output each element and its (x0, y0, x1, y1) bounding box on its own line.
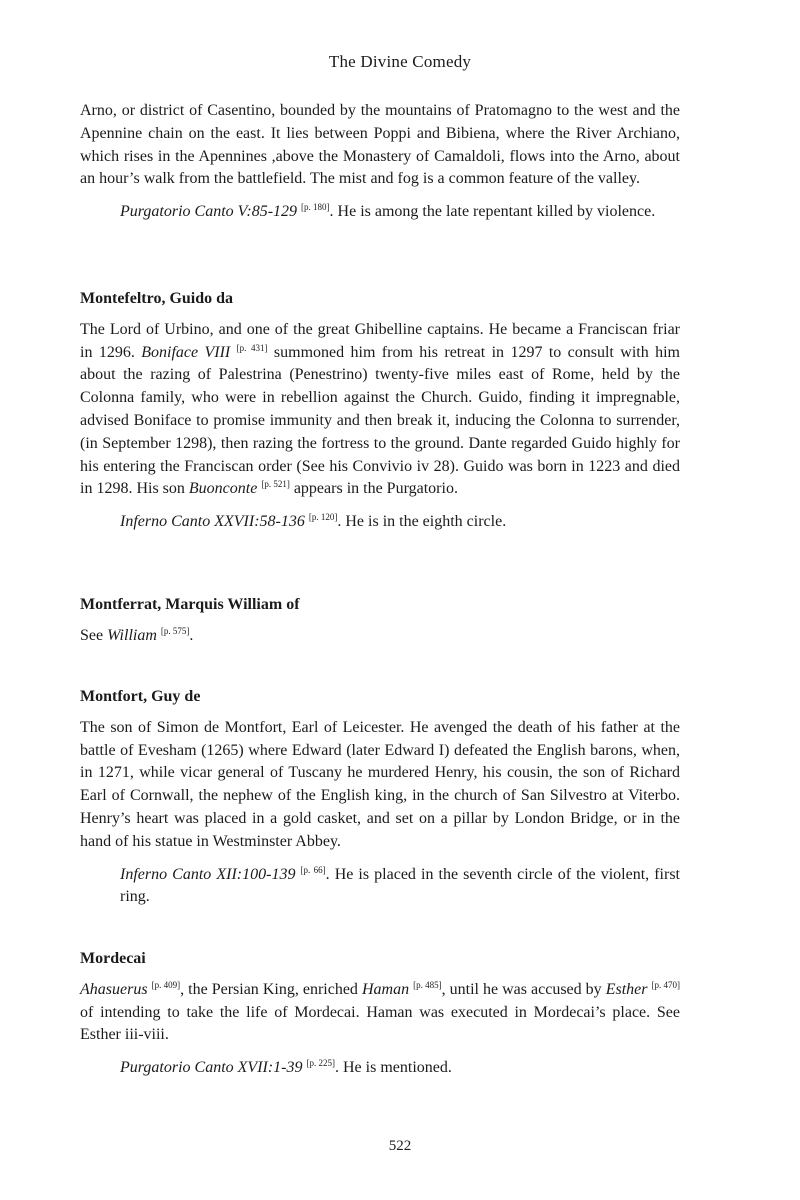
page-ref[interactable]: [p. 431] (236, 342, 268, 353)
canto-reference (80, 511, 680, 534)
text-run: The Lord of Urbino, and one of the great Ghibelline captains. He became a Franciscan friar in 1296. (80, 320, 680, 361)
text-run: appears in the Purgatorio. (289, 480, 458, 498)
entry-paragraph: The son of Simon de Montfort, Earl of Leicester. He avenged the death of his father at the battle of Evesham (1265) where Edward (later Edward I) defeated the English barons, when, in 1271, while vicar general of Tuscany he murdered Henry, his cousin, the son of Richard Earl of Cornwall, the nephew of the English king, in the church of San Silvestro at Viterbo. Henry’s heart was placed in a gold casket, and set on a pillar by London Bridge, or in the hand of his statue in Westminster Abbey. (80, 718, 680, 850)
entry-heading: Montfort, Guy de (80, 688, 201, 705)
text-run: , until he was accused by (441, 980, 606, 998)
cross-reference-link[interactable]: Ahasuerus (80, 980, 148, 998)
reference-note: . He is in the eighth circle. (337, 513, 507, 531)
reference-note: . He is placed in the seventh circle of the violent, first ring. (120, 865, 681, 906)
entry-paragraph (80, 625, 680, 648)
entry-mordecai (80, 948, 680, 1080)
text-run: . (189, 626, 194, 644)
page-ref[interactable]: [p. 180] (301, 202, 330, 213)
entry-montferrat (80, 594, 680, 648)
cross-reference-link[interactable]: William (107, 626, 157, 644)
page-ref[interactable]: [p. 120] (308, 512, 338, 523)
text-run: summoned him from his retreat in 1297 to consult with him about the razing of Palestrina (Penestrino) twenty-five miles east of Rome, held by the Colonna family, who were in rebellion against the Church. Guido, finding it impregnable, advised Boniface to promise immunity and then break it, inducing the Colonna to surrender, (in September 1298), then razing the fortress to the ground. Dante regarded Guido highly for his entering the Franciscan order (See his Convivio iv 28). Guido was born in 1223 and died in 1298. His son (80, 343, 680, 498)
page-ref[interactable]: [p. 470] (651, 979, 681, 990)
text-run: of intending to take the life of Mordecai. Haman was executed in Mordecai’s place. See Esther iii-viii. (80, 1003, 680, 1044)
canto-reference (80, 864, 680, 910)
canto-reference (80, 1057, 680, 1080)
entry-montfort (80, 686, 680, 909)
page-ref[interactable]: [p. 409] (151, 979, 181, 990)
text-run: , the Persian King, enriched (180, 980, 362, 998)
continuation-block (80, 100, 680, 224)
entry-heading: Montefeltro, Guido da (80, 290, 234, 307)
entry-heading: Montferrat, Marquis William of (80, 596, 300, 613)
page-ref[interactable]: [p. 575] (160, 625, 190, 636)
canto-reference-link[interactable]: Purgatorio Canto XVII:1-39 (120, 1059, 303, 1077)
page-ref[interactable]: [p. 485] (413, 979, 442, 990)
entry-montefeltro (80, 288, 680, 534)
page-ref[interactable]: [p. 66] (300, 864, 326, 875)
entry-paragraph (80, 979, 680, 1047)
canto-reference-link[interactable]: Purgatorio Canto V:85-129 (120, 203, 298, 221)
page-number: 522 (388, 1138, 412, 1154)
reference-note: . He is mentioned. (335, 1059, 452, 1077)
text-run: See (80, 626, 108, 644)
cross-reference-link[interactable]: Haman (361, 980, 410, 998)
running-head: The Divine Comedy (328, 52, 472, 71)
cross-reference-link[interactable]: Esther (605, 980, 648, 998)
canto-reference-link[interactable]: Inferno Canto XII:100-139 (120, 865, 296, 883)
page-ref[interactable]: [p. 521] (261, 479, 290, 490)
canto-reference-link[interactable]: Inferno Canto XXVII:58-136 (120, 513, 305, 531)
continuation-paragraph: Arno, or district of Casentino, bounded by the mountains of Pratomagno to the west and the Apennine chain on the east. It lies between Poppi and Bibiena, where the River Archiano, which rises in the Apennines ,above the Monastery of Camaldoli, flows into the Arno, about an hour’s walk from the battlefield. The mist and fog is a common feature of the valley. (80, 102, 680, 188)
cross-reference-link[interactable]: Boniface VIII (141, 343, 231, 361)
entry-heading: Mordecai (80, 950, 146, 967)
canto-reference (80, 201, 680, 224)
entry-paragraph (80, 319, 680, 501)
cross-reference-link[interactable]: Buonconte (188, 480, 258, 498)
reference-note: . He is among the late repentant killed by violence. (329, 203, 656, 221)
page-ref[interactable]: [p. 225] (306, 1058, 335, 1069)
